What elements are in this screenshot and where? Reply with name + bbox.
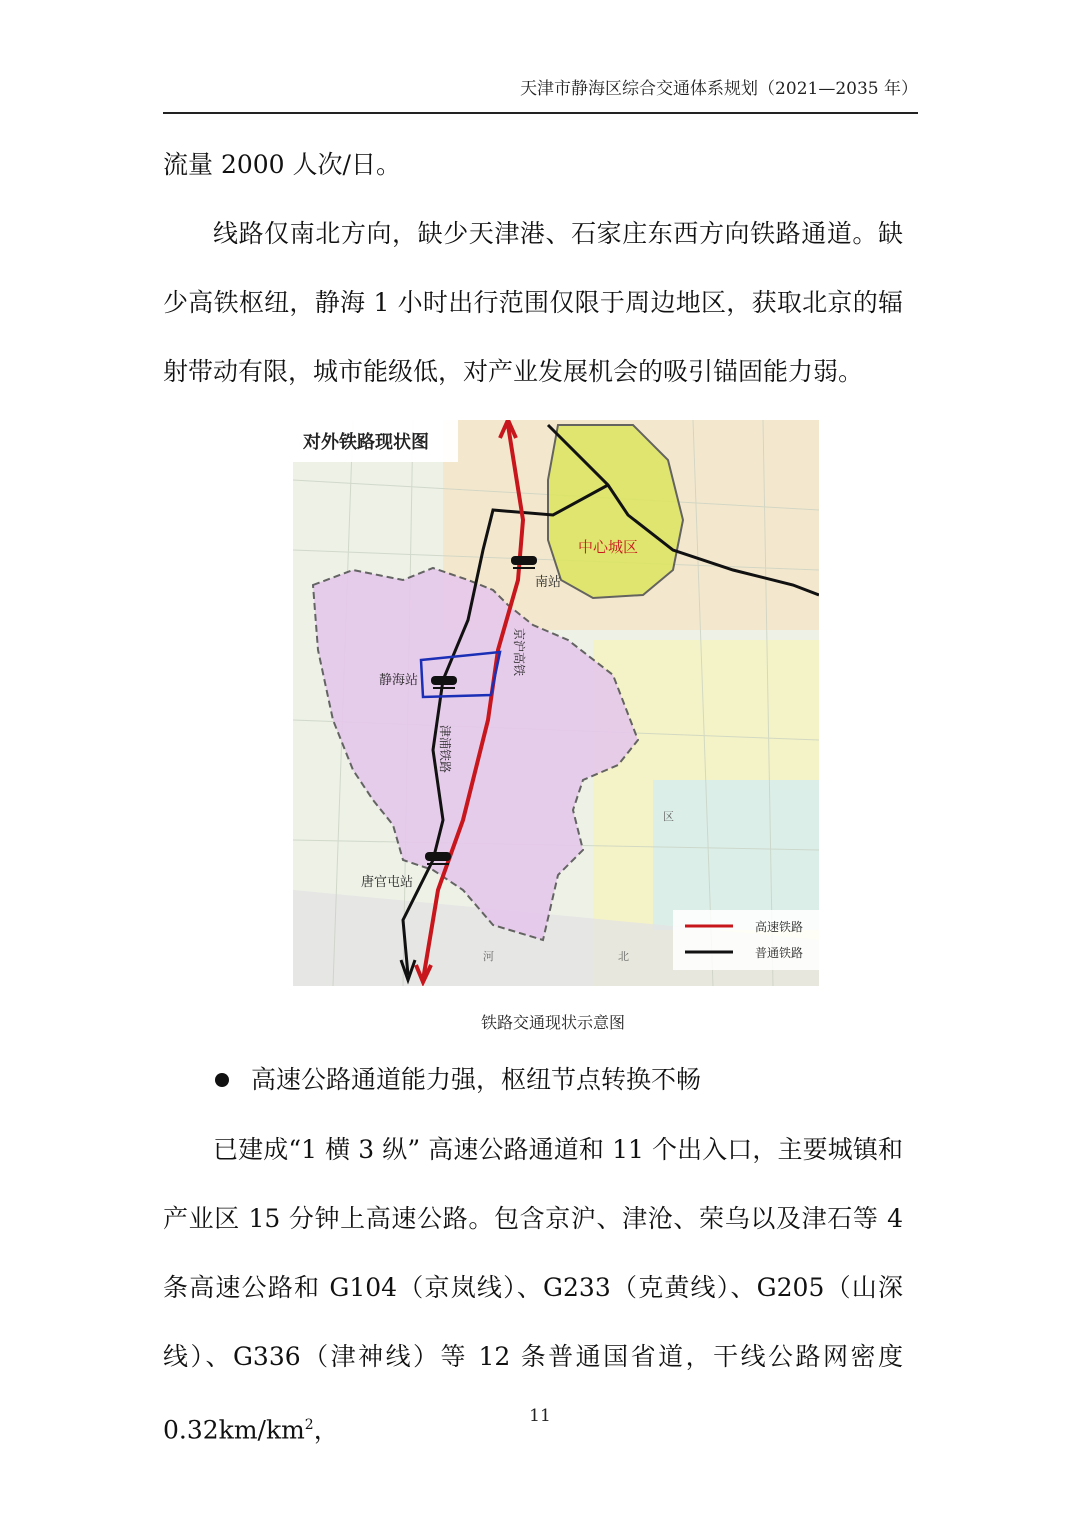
railway-map-svg [293, 420, 819, 986]
bullet-heading [215, 1060, 701, 1100]
legend-normal: 普通铁路 [755, 946, 804, 960]
north-mark: 北 [618, 951, 629, 963]
railway-map [293, 420, 819, 986]
running-header: 天津市静海区综合交通体系规划（2021—2035 年） [520, 79, 918, 99]
south-station-label: 南站 [535, 574, 562, 589]
paragraph-3-end: ， [313, 1415, 339, 1445]
tangguantun-station-label: 唐官屯站 [361, 874, 414, 889]
train-icon [431, 676, 457, 689]
paragraph-1: 流量 2000 人次/日。 [163, 150, 401, 179]
jinghu-hsr-label: 京沪高铁 [512, 628, 526, 677]
legend-high-speed: 高速铁路 [755, 920, 804, 934]
paragraph-2: 线路仅南北方向，缺少天津港、石家庄东西方向铁路通道。缺少高铁枢纽，静海 1 小时出行范围仅限于周边地区，获取北京的辐射带动有限，城市能级低，对产业发展机会的吸引锚固能力弱。 [163, 219, 903, 386]
train-icon [425, 852, 451, 865]
river-mark: 河 [483, 951, 494, 963]
jinghai-station-label: 静海站 [379, 672, 419, 687]
page-number: 11 [529, 1406, 551, 1426]
bullet-heading-text: 高速公路通道能力强，枢纽节点转换不畅 [251, 1065, 702, 1094]
figure-caption: 铁路交通现状示意图 [480, 1013, 625, 1032]
map-title: 对外铁路现状图 [303, 432, 429, 452]
district-mark: 区 [663, 811, 674, 823]
map-legend [673, 910, 819, 970]
superscript-2: 2 [304, 1417, 314, 1433]
bullet-dot-icon [215, 1073, 229, 1087]
center-city-label: 中心城区 [578, 539, 639, 556]
jinpu-railway-label: 津浦铁路 [438, 725, 452, 774]
paragraph-3-text: 已建成“1 横 3 纵” 高速公路通道和 11 个出入口，主要城镇和产业区 15 分钟上高速公路。包含京沪、津沧、荣乌以及津石等 4 条高速公路和 G104（京岚线）、G233（克黄线）、G205（山深线）、G336（津神线）等 12 条普通国省道，干线公路网密度 0.32km/km [163, 1135, 903, 1445]
header-rule [163, 112, 918, 114]
train-icon [511, 556, 537, 569]
